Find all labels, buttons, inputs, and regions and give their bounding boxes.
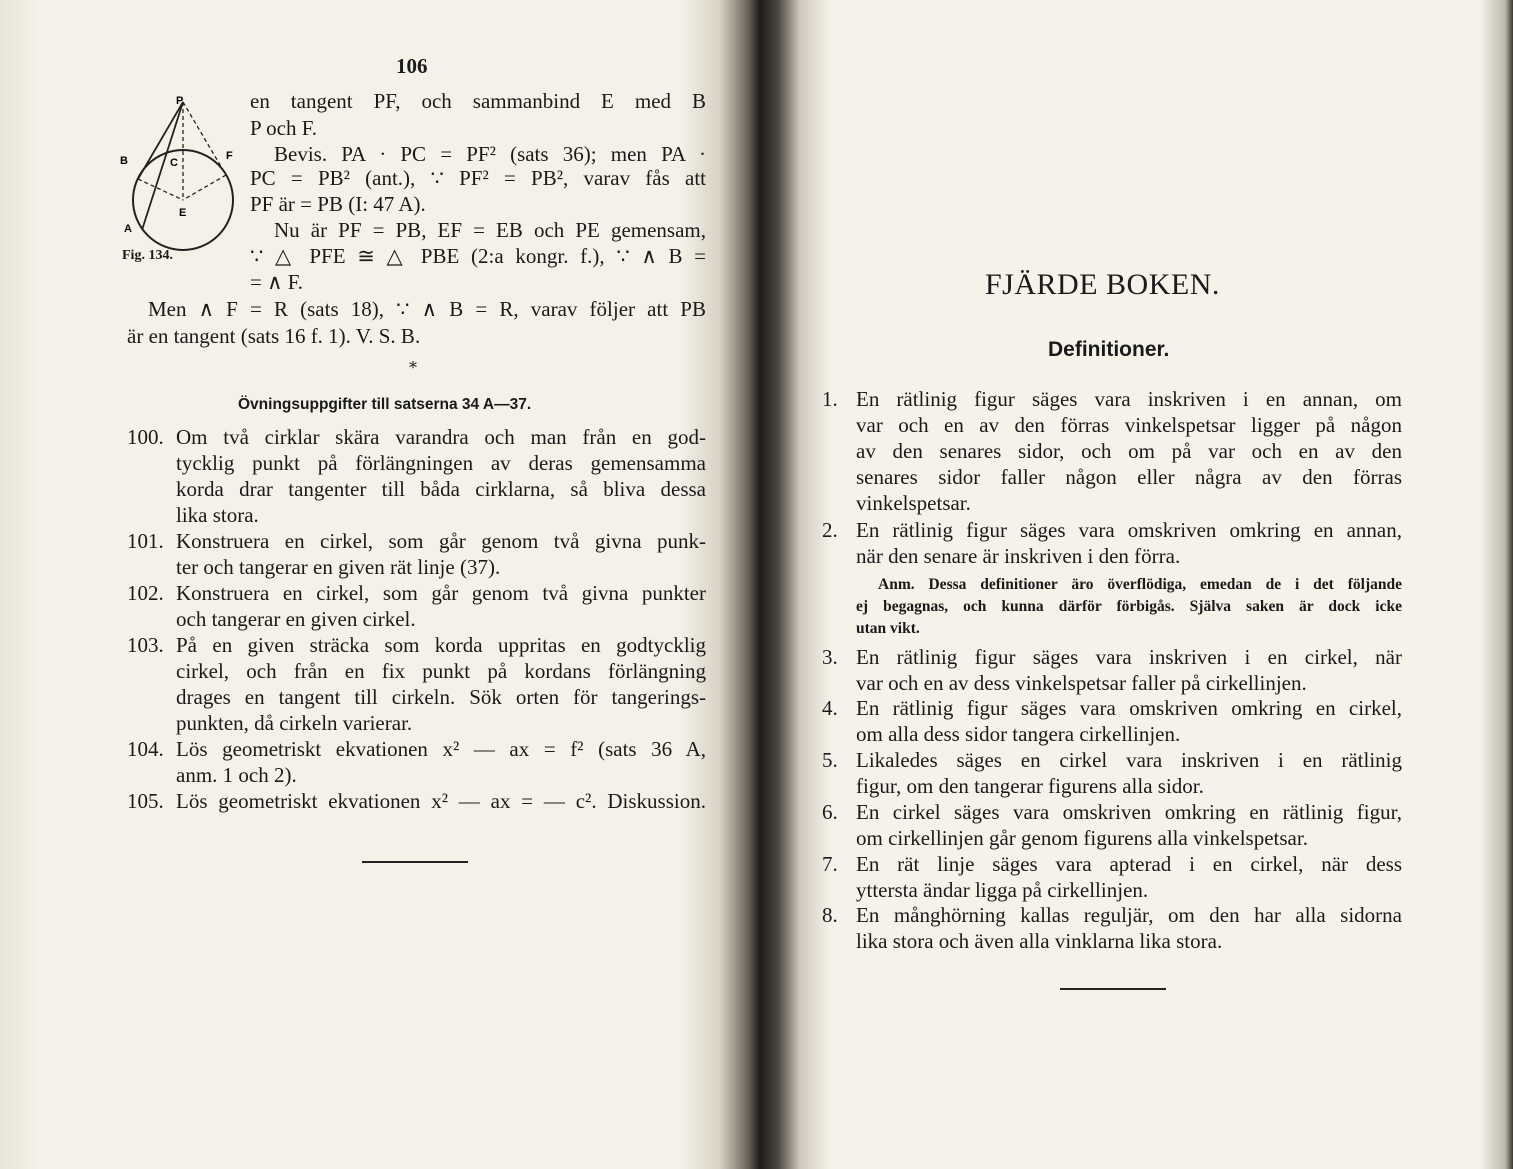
figure-label-a: A bbox=[124, 223, 132, 235]
text-line: PC = PB² (ant.), ∵ PF² = PB², varav fås att bbox=[250, 166, 706, 190]
figure-label-p: P bbox=[176, 95, 184, 107]
definition-line: figur, om den tangerar figurens alla sidor. bbox=[856, 774, 1204, 798]
exercise-number: 105. bbox=[127, 789, 164, 813]
definition-line: En rätlinig figur säges vara omskriven omkring en cirkel, bbox=[856, 696, 1402, 720]
definition-line: var och en av den förras vinkelspetsar ligger på någon bbox=[856, 413, 1402, 437]
definition-line: lika stora och även alla vinklarna lika stora. bbox=[856, 929, 1223, 953]
definition-line: om cirkellinjen går genom figurens alla vinkelspetsar. bbox=[856, 826, 1308, 850]
definition-line: om alla dess sidor tangera cirkellinjen. bbox=[856, 722, 1181, 746]
definition-line: när den senare är inskriven i den förra. bbox=[856, 544, 1181, 568]
definition-line: av den senares sidor, och om på var och en av den bbox=[856, 439, 1402, 463]
exercise-number: 103. bbox=[127, 633, 164, 657]
exercise-number: 101. bbox=[127, 529, 164, 553]
separator-star: * bbox=[409, 358, 417, 377]
exercise-line: Lös geometriskt ekvationen x² — ax = — c². Diskussion. bbox=[176, 789, 706, 813]
exercise-line: lika stora. bbox=[176, 503, 259, 527]
definition-number: 7. bbox=[822, 852, 838, 876]
figure-134 bbox=[112, 92, 242, 252]
exercise-line: På en given sträcka som korda uppritas en godtycklig bbox=[176, 633, 706, 657]
exercise-number: 100. bbox=[127, 425, 164, 449]
exercise-line: drages en tangent till cirkeln. Sök orten för tangerings- bbox=[176, 685, 706, 709]
exercise-line: ter och tangerar en given rät linje (37). bbox=[176, 555, 501, 579]
exercise-line: korda drar tangenter till båda cirklarna, så bliva dessa bbox=[176, 477, 706, 501]
chapter-title: FJÄRDE BOKEN. bbox=[985, 268, 1220, 301]
exercises-heading: Övningsuppgifter till satserna 34 A—37. bbox=[238, 396, 532, 413]
definition-line: En cirkel säges vara omskriven omkring en rätlinig figur, bbox=[856, 800, 1402, 824]
end-rule bbox=[1060, 988, 1166, 990]
exercise-line: cirkel, och från en fix punkt på kordans förlängning bbox=[176, 659, 706, 683]
note-line: Anm. Dessa definitioner äro överflödiga, emedan de i det följande bbox=[878, 576, 1402, 593]
definition-line: var och en av dess vinkelspetsar faller på cirkellinjen. bbox=[856, 671, 1307, 695]
definition-line: En rät linje säges vara apterad i en cirkel, när dess bbox=[856, 852, 1402, 876]
exercise-number: 104. bbox=[127, 737, 164, 761]
text-line: = ∧ F. bbox=[250, 270, 303, 294]
figure-label-c: C bbox=[170, 157, 178, 169]
page-number: 106 bbox=[396, 54, 428, 78]
end-rule bbox=[362, 861, 468, 863]
definition-line: yttersta ändar ligga på cirkellinjen. bbox=[856, 878, 1149, 902]
definition-number: 5. bbox=[822, 748, 838, 772]
text-line: ∵ △ PFE ≅ △ PBE (2:a kongr. f.), ∵ ∧ B = bbox=[250, 244, 706, 268]
definition-line: En rätlinig figur säges vara inskriven i en annan, om bbox=[856, 387, 1402, 411]
exercise-line: anm. 1 och 2). bbox=[176, 763, 297, 787]
right-page bbox=[760, 0, 1513, 1169]
text-line: P och F. bbox=[250, 116, 317, 140]
definition-line: En rätlinig figur säges vara inskriven i en cirkel, när bbox=[856, 645, 1402, 669]
definition-line: vinkelspetsar. bbox=[856, 491, 971, 515]
definition-line: En rätlinig figur säges vara omskriven omkring en annan, bbox=[856, 518, 1402, 542]
exercise-line: Om två cirklar skära varandra och man från en god- bbox=[176, 425, 706, 449]
definition-number: 8. bbox=[822, 903, 838, 927]
text-line: Men ∧ F = R (sats 18), ∵ ∧ B = R, varav följer att PB bbox=[148, 297, 706, 321]
definition-number: 6. bbox=[822, 800, 838, 824]
definition-line: senares sidor faller någon eller några av den förras bbox=[856, 465, 1402, 489]
exercise-line: Konstruera en cirkel, som går genom två givna punkter bbox=[176, 581, 706, 605]
text-line: PF är = PB (I: 47 A). bbox=[250, 192, 426, 216]
text-line: Nu är PF = PB, EF = EB och PE gemensam, bbox=[274, 218, 706, 242]
figure-label-b: B bbox=[120, 155, 128, 167]
figure-label-e: E bbox=[179, 207, 187, 219]
definition-number: 2. bbox=[822, 518, 838, 542]
definition-number: 4. bbox=[822, 696, 838, 720]
definition-number: 3. bbox=[822, 645, 838, 669]
text-line: en tangent PF, och sammanbind E med B bbox=[250, 89, 706, 113]
exercise-line: punkten, då cirkeln varierar. bbox=[176, 711, 413, 735]
exercise-number: 102. bbox=[127, 581, 164, 605]
exercise-line: och tangerar en given cirkel. bbox=[176, 607, 416, 631]
figure-label-f: F bbox=[226, 150, 233, 162]
definition-line: Likaledes säges en cirkel vara inskriven i en rätlinig bbox=[856, 748, 1402, 772]
text-line: Bevis. PA · PC = PF² (sats 36); men PA · bbox=[274, 142, 706, 166]
text-line: är en tangent (sats 16 f. 1). V. S. B. bbox=[127, 324, 421, 348]
note-line: ej begagnas, och kunna därför förbigås. Själva saken är dock icke bbox=[856, 598, 1402, 615]
section-subtitle: Definitioner. bbox=[1048, 338, 1170, 361]
note-line: utan vikt. bbox=[856, 620, 920, 637]
definition-line: En månghörning kallas reguljär, om den har alla sidorna bbox=[856, 903, 1402, 927]
definition-number: 1. bbox=[822, 387, 838, 411]
exercise-line: tycklig punkt på förlängningen av deras gemensamma bbox=[176, 451, 706, 475]
exercise-line: Lös geometriskt ekvationen x² — ax = f² (sats 36 A, bbox=[176, 737, 706, 761]
exercise-line: Konstruera en cirkel, som går genom två givna punk- bbox=[176, 529, 706, 553]
figure-caption: Fig. 134. bbox=[122, 248, 173, 263]
